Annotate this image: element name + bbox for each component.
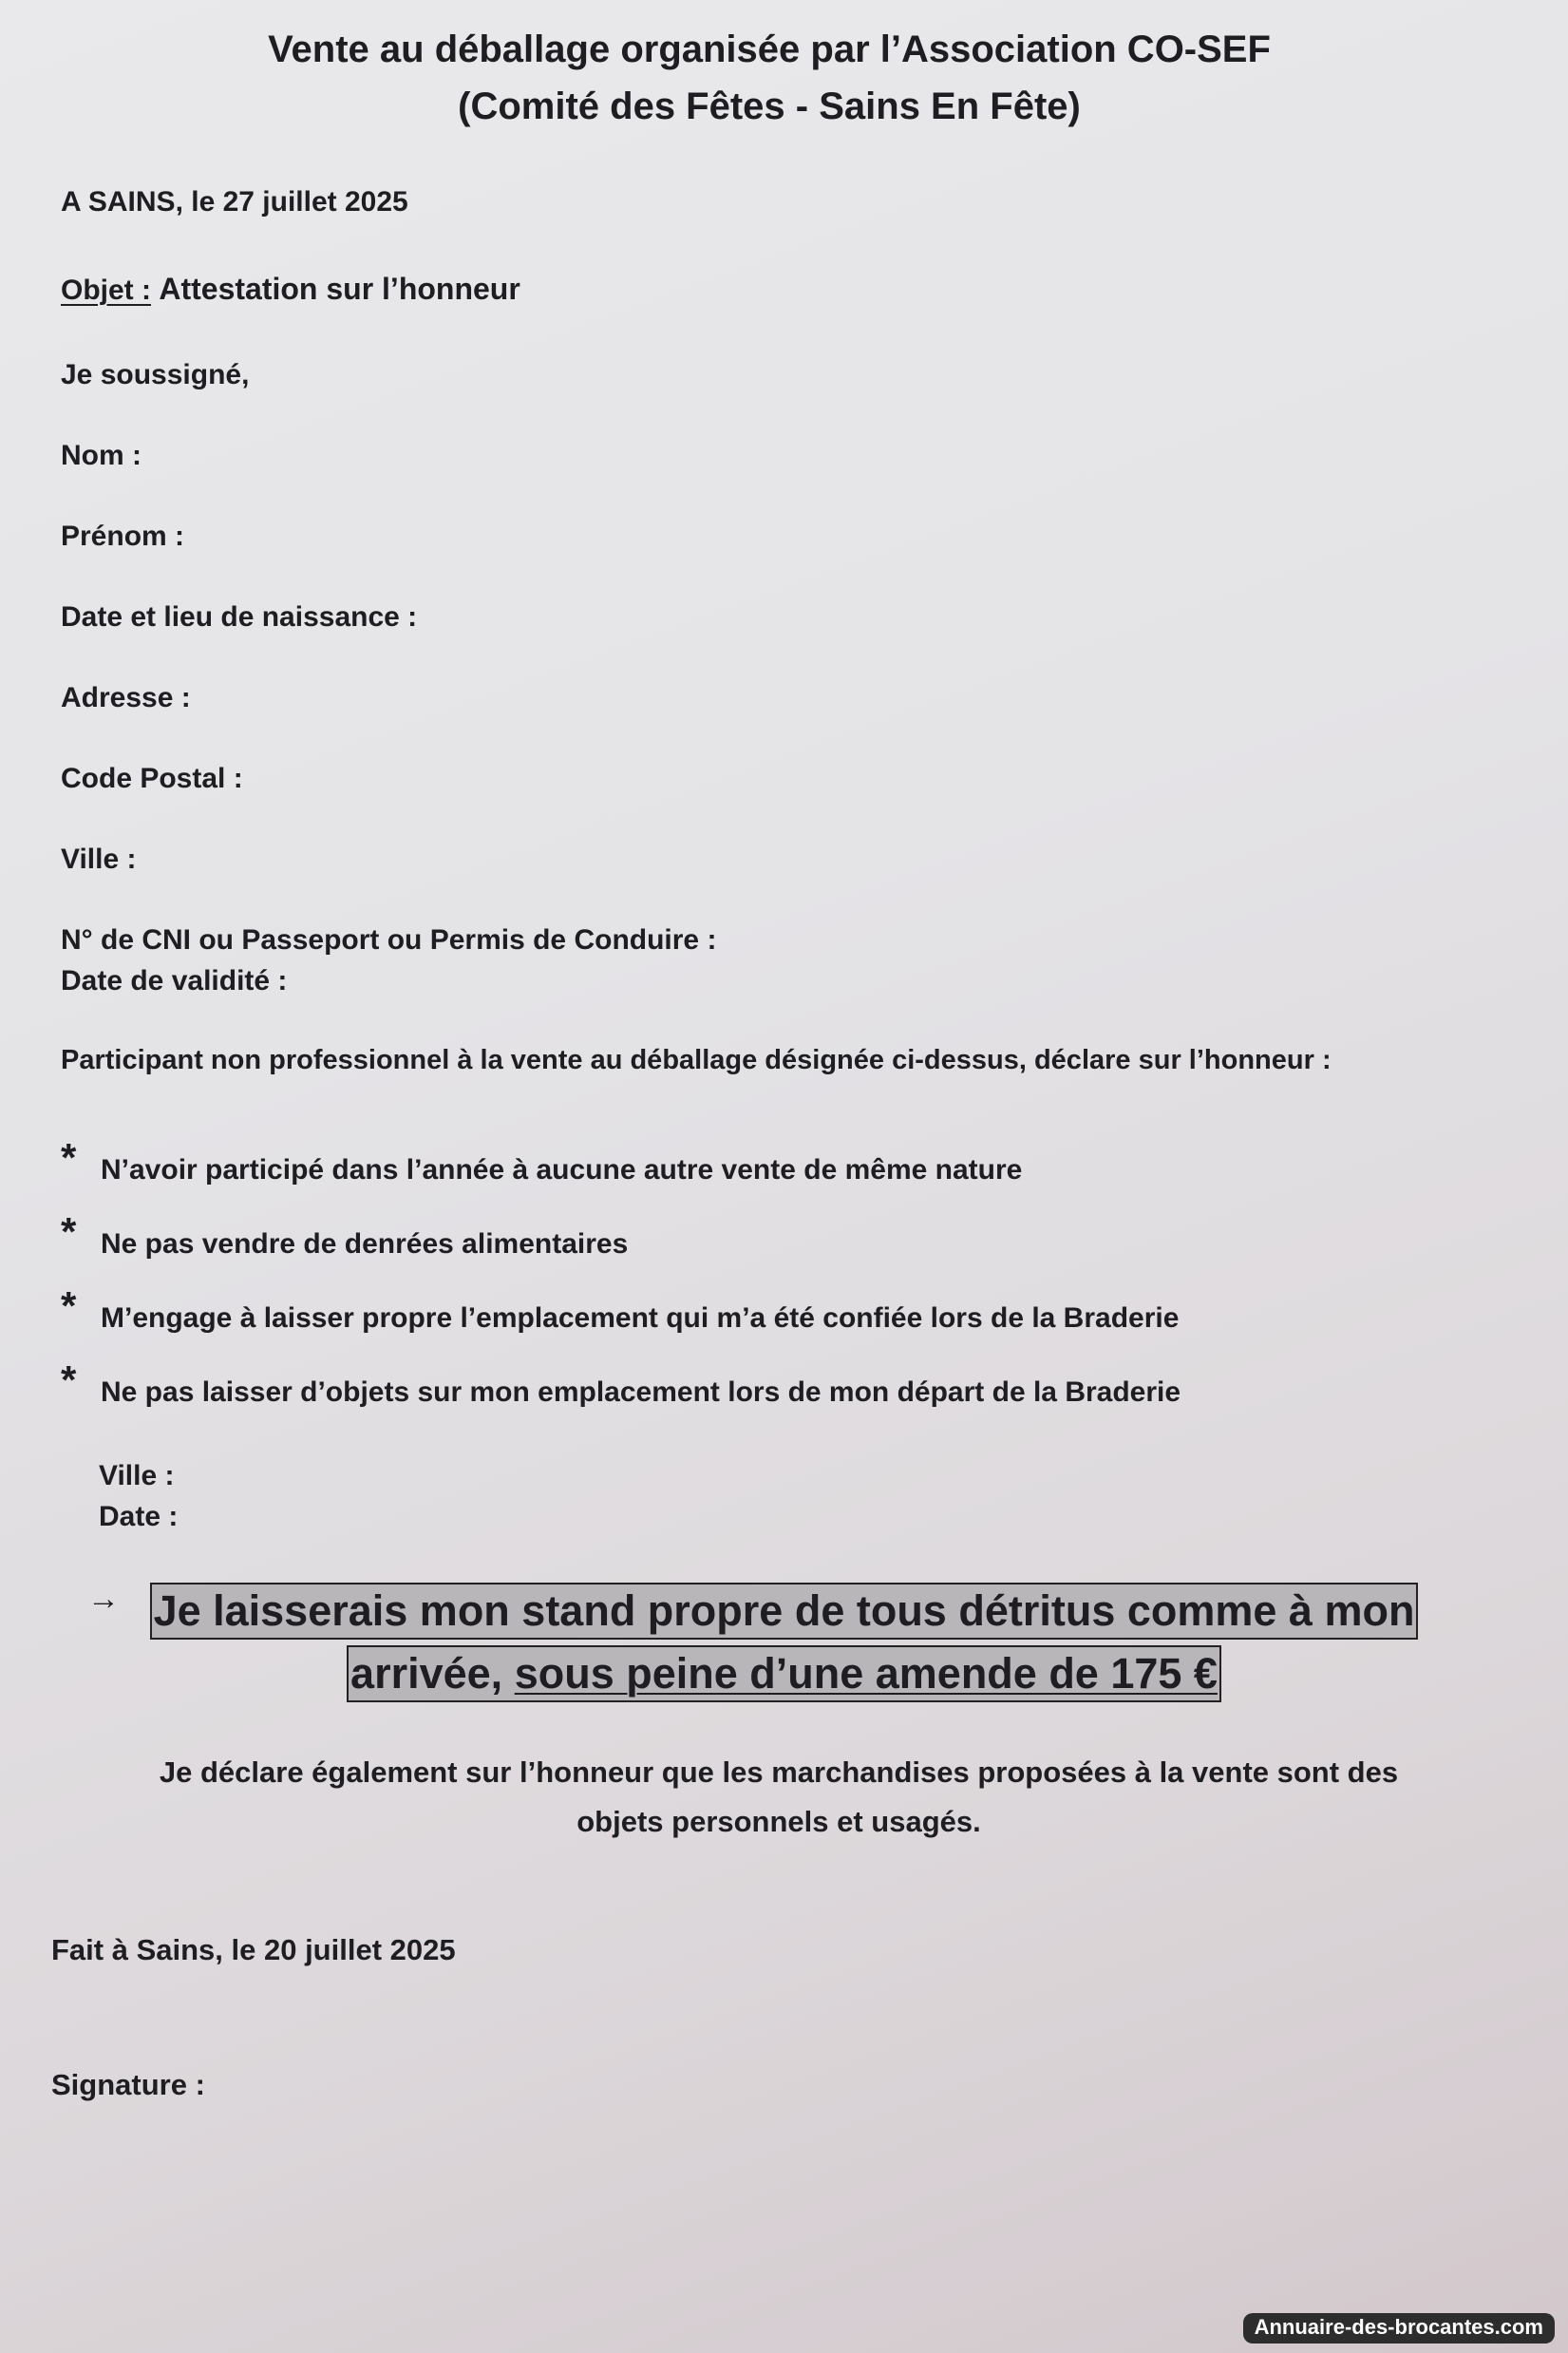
- asterisk-icon: *: [61, 1209, 77, 1254]
- highlight-box-line1: Je laisserais mon stand propre de tous détritus comme à mon: [150, 1583, 1419, 1640]
- field-naissance: Date et lieu de naissance :: [61, 601, 418, 633]
- field-piece-identite: N° de CNI ou Passeport ou Permis de Conduire :: [61, 924, 717, 956]
- bullet-text: N’avoir participé dans l’année à aucune autre vente de même nature: [101, 1154, 1023, 1186]
- sub-field-date: Date :: [99, 1501, 179, 1532]
- goods-declaration-line1: Je déclare également sur l’honneur que les marchandises proposées à la vente sont des: [159, 1755, 1399, 1789]
- highlight-line2: [0, 1645, 1568, 1702]
- highlight-fine-text: sous peine d’une amende de 175 €: [514, 1649, 1218, 1698]
- declaration-intro: Participant non professionnel à la vente au déballage désignée ci-dessus, déclare sur l’honneur :: [61, 1045, 1332, 1075]
- bullet-item: [61, 1357, 1181, 1409]
- field-validite: Date de validité :: [61, 965, 288, 996]
- field-adresse: Adresse :: [61, 682, 191, 713]
- subject-text: Attestation sur l’honneur: [159, 272, 520, 306]
- document-title-line1: Vente au déballage organisée par l’Association CO-SEF: [268, 28, 1271, 70]
- document-title-line2: (Comité des Fêtes - Sains En Fête): [458, 85, 1081, 127]
- bullet-text: Ne pas vendre de denrées alimentaires: [101, 1228, 629, 1260]
- field-ville: Ville :: [61, 844, 137, 875]
- asterisk-icon: *: [61, 1135, 77, 1180]
- sub-field-ville: Ville :: [99, 1460, 175, 1491]
- highlight-line1: [0, 1583, 1568, 1640]
- field-nom: Nom :: [61, 440, 142, 471]
- bullet-text: M’engage à laisser propre l’emplacement qui m’a été confiée lors de la Braderie: [101, 1302, 1180, 1334]
- goods-declaration-line2: objets personnels et usagés.: [576, 1805, 981, 1838]
- signature-label: Signature :: [51, 2068, 205, 2101]
- bullet-item: [61, 1283, 1179, 1335]
- field-code-postal: Code Postal :: [61, 763, 243, 794]
- bullet-item: [61, 1209, 628, 1261]
- asterisk-icon: *: [61, 1283, 77, 1328]
- bullet-text: Ne pas laisser d’objets sur mon emplacement lors de mon départ de la Braderie: [101, 1376, 1181, 1408]
- arrow-right-icon: →: [87, 1581, 120, 1617]
- field-prenom: Prénom :: [61, 521, 185, 552]
- watermark-badge: Annuaire-des-brocantes.com: [1243, 2313, 1555, 2344]
- subject-line: [61, 272, 520, 307]
- date-place: A SAINS, le 27 juillet 2025: [61, 186, 408, 218]
- subject-label: Objet :: [61, 275, 151, 306]
- bullet-item: [61, 1135, 1022, 1186]
- highlight-plain-text: arrivée,: [350, 1649, 515, 1698]
- undersigned-label: Je soussigné,: [61, 359, 250, 390]
- done-at: Fait à Sains, le 20 juillet 2025: [51, 1933, 456, 1966]
- highlight-box-line2: [347, 1645, 1221, 1702]
- asterisk-icon: *: [61, 1357, 77, 1402]
